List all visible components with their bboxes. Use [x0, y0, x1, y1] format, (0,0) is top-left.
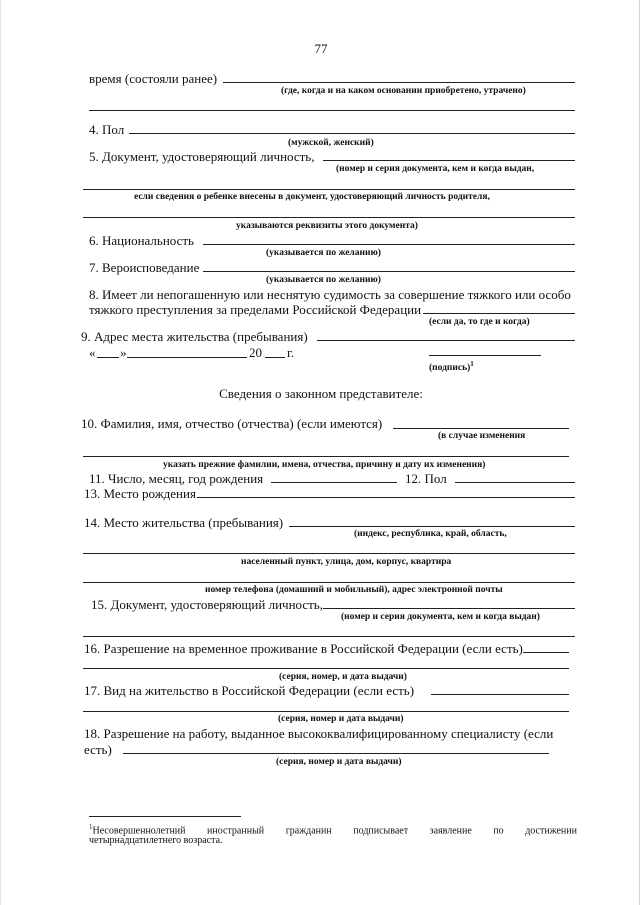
footnote-word: заявление — [429, 825, 472, 837]
date-year-prefix: 20 — [249, 345, 262, 360]
field-12-input[interactable] — [455, 482, 575, 483]
footnote-word: Несовершеннолетний — [92, 825, 186, 837]
signature-hint: (подпись)$^1$ — [429, 360, 474, 374]
field-16-hint: (серия, номер, и дата выдачи) — [279, 672, 407, 682]
section-heading: Сведения о законном представителе: — [219, 386, 423, 401]
vremya-field[interactable] — [223, 82, 575, 83]
field-8-label-line1: 8. Имеет ли непогашенную или неснятую судимость за совершение тяжкого или особо — [89, 287, 571, 302]
field-17-label: 17. Вид на жительство в Российской Федерации (если есть) — [84, 683, 415, 698]
field-16-input-line2[interactable] — [83, 668, 569, 669]
field-15-hint: (номер и серия документа, кем и когда выдан) — [341, 612, 540, 622]
field-15-input-line2[interactable] — [83, 636, 575, 637]
field-18-label-line2: есть) — [84, 742, 112, 757]
date-open-quote: « — [89, 345, 96, 360]
field-11-label: 11. Число, месяц, год рождения — [89, 471, 264, 486]
field-4-input[interactable] — [129, 133, 575, 134]
field-16-label: 16. Разрешение на временное проживание в Российской Федерации (если есть) — [84, 641, 523, 656]
vremya-label: время (состояли ранее) — [89, 71, 218, 86]
field-18-input[interactable] — [123, 753, 549, 754]
field-8-label-line2: тяжкого преступления за пределами Российской Федерации — [89, 302, 422, 317]
footnote-word: иностранный — [207, 825, 265, 837]
field-8-hint: (если да, то где и когда) — [429, 317, 530, 327]
field-14-note: населенный пункт, улица, дом, корпус, квартира — [241, 557, 452, 567]
field-6-label: 6. Национальность — [89, 233, 194, 248]
field-12-label: 12. Пол — [405, 471, 447, 486]
footnote-marker: 1 — [89, 823, 93, 831]
field-16-input[interactable] — [523, 652, 569, 653]
date-year-suffix: г. — [287, 345, 295, 360]
footnote-word: по — [493, 825, 504, 837]
field-13-label: 13. Место рождения — [84, 486, 196, 501]
field-14-label: 14. Место жительства (пребывания) — [84, 515, 284, 530]
field-14-note2: номер телефона (домашний и мобильный), адрес электронной почты — [205, 585, 503, 595]
date-close-quote: » — [120, 345, 127, 360]
vremya-field-line2[interactable] — [89, 110, 575, 111]
field-10-input-line2[interactable] — [83, 456, 569, 457]
field-4-hint: (мужской, женский) — [288, 138, 374, 148]
field-15-label: 15. Документ, удостоверяющий личность, — [91, 597, 323, 612]
field-13-input[interactable] — [197, 497, 575, 498]
field-6-hint: (указывается по желанию) — [266, 248, 381, 258]
field-18-hint: (серия, номер и дата выдачи) — [276, 757, 402, 767]
field-5-note2: указываются реквизиты этого документа) — [236, 221, 418, 231]
field-5-label: 5. Документ, удостоверяющий личность, — [89, 149, 315, 164]
field-7-label: 7. Вероисповедание — [89, 260, 200, 275]
date-year-field[interactable] — [265, 357, 285, 358]
field-14-hint: (индекс, республика, край, область, — [354, 529, 507, 539]
field-5-note: если сведения о ребенке внесены в документ, удостоверяющий личность родителя, — [134, 192, 490, 202]
field-5-input[interactable] — [323, 160, 575, 161]
footnote-word: достижении — [525, 825, 577, 837]
field-15-input[interactable] — [323, 608, 575, 609]
footnote-word: подписывает — [353, 825, 409, 837]
field-5-input-line3[interactable] — [83, 217, 575, 218]
field-7-hint: (указывается по желанию) — [266, 275, 381, 285]
page-number: 77 — [314, 41, 328, 56]
field-11-input[interactable] — [271, 482, 397, 483]
field-17-hint: (серия, номер и дата выдачи) — [278, 714, 404, 724]
field-5-hint: (номер и серия документа, кем и когда выдан, — [336, 164, 535, 174]
footnote-line2: четырнадцатилетнего возраста. — [89, 835, 223, 846]
field-18-label-line1: 18. Разрешение на работу, выданное высококвалифицированному специалисту (если — [84, 726, 554, 741]
field-14-input-line3[interactable] — [83, 582, 575, 583]
field-9-input[interactable] — [317, 340, 575, 341]
field-9-label: 9. Адрес места жительства (пребывания) — [81, 329, 308, 344]
field-10-input[interactable] — [393, 428, 569, 429]
date-day-field[interactable] — [97, 357, 119, 358]
field-14-input-line2[interactable] — [83, 553, 575, 554]
field-10-note: указать прежние фамилии, имена, отчества, причину и дату их изменения) — [163, 460, 486, 470]
field-5-input-line2[interactable] — [83, 189, 575, 190]
field-4-label: 4. Пол — [89, 122, 125, 137]
field-10-label: 10. Фамилия, имя, отчество (отчества) (если имеются) — [81, 416, 383, 431]
signature-field[interactable] — [429, 355, 541, 356]
field-14-input[interactable] — [289, 526, 575, 527]
footnote-word: гражданин — [285, 825, 332, 837]
vremya-hint: (где, когда и на каком основании приобретено, утрачено) — [281, 86, 526, 96]
field-7-input[interactable] — [203, 271, 575, 272]
field-17-input-line2[interactable] — [83, 711, 569, 712]
field-8-input[interactable] — [423, 313, 575, 314]
field-6-input[interactable] — [203, 244, 575, 245]
field-17-input[interactable] — [431, 694, 569, 695]
footnote-separator — [89, 816, 241, 817]
date-month-field[interactable] — [127, 357, 247, 358]
field-10-hint: (в случае изменения — [438, 431, 526, 441]
